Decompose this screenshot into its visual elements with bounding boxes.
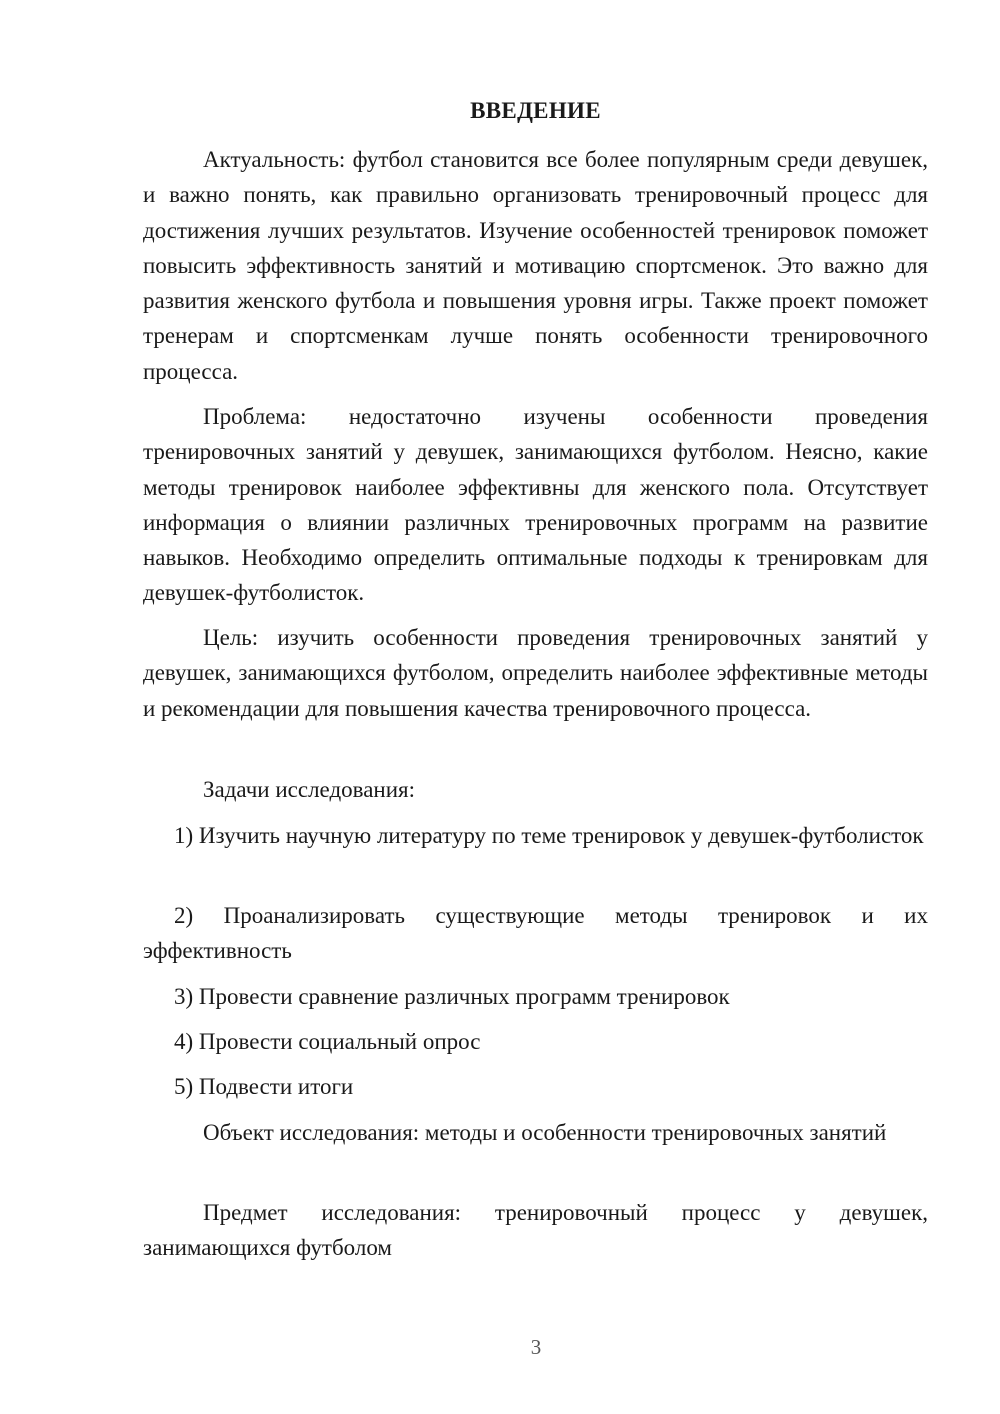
page-number: 3 — [530, 1335, 542, 1359]
paragraph-goal: Цель: изучить особенности проведения тренировочных занятий у девушек, занимающихся футболом, определить наиболее эффективные методы и рекомендации для повышения качества тренировочного процесса. — [143, 625, 928, 721]
task-item-5: 5) Подвести итоги — [174, 1074, 354, 1099]
paragraph-problem: Проблема: недостаточно изучены особенности проведения тренировочных занятий у девушек, занимающихся футболом. Неясно, какие методы тренировок наиболее эффективны для женского пола. Отсутствует информация о влиянии различных тренировочных программ на развитие навыков. Необходимо определить оптимальные подходы к тренировкам для девушек-футболисток. — [143, 404, 928, 606]
paragraph-subject: Предмет исследования: тренировочный процесс у девушек, занимающихся футболом — [143, 1200, 928, 1261]
section-title: ВВЕДЕНИЕ — [470, 98, 601, 123]
paragraph-relevance: Актуальность: футбол становится все более популярным среди девушек, и важно понять, как правильно организовать тренировочный процесс для достижения лучших результатов. Изучение особенностей тренировок поможет повысить эффективность занятий и мотивацию спортсменок. Это важно для развития женского футбола и повышения уровня игры. Также проект поможет тренерам и спортсменкам лучше понять особенности тренировочного процесса. — [143, 147, 928, 384]
task-item-3: 3) Провести сравнение различных программ тренировок — [174, 984, 730, 1009]
paragraph-object: Объект исследования: методы и особенности тренировочных занятий — [203, 1120, 887, 1145]
task-item-4: 4) Провести социальный опрос — [174, 1029, 481, 1054]
task-item-2: 2) Проанализировать существующие методы тренировок и их эффективность — [143, 903, 928, 964]
tasks-heading: Задачи исследования: — [203, 777, 416, 802]
task-item-1: 1) Изучить научную литературу по теме тренировок у девушек-футболисток — [174, 823, 924, 848]
